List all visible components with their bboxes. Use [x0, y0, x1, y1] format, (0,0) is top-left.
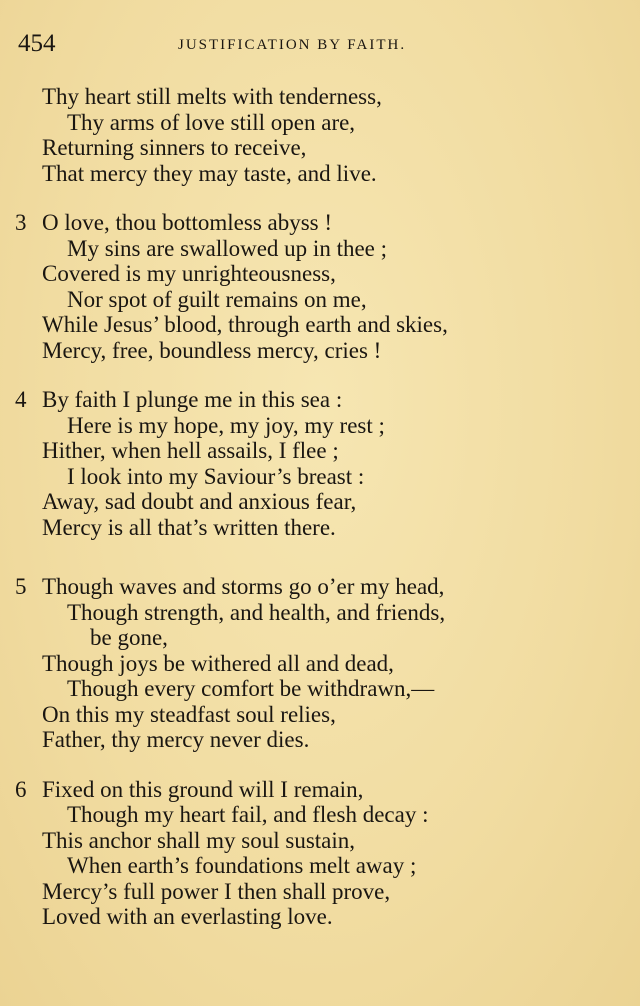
stanza-continuation	[0, 84, 640, 186]
stanza-5	[0, 574, 640, 753]
verse-line: Fixed on this ground will I remain,	[42, 776, 364, 802]
stanza-6	[0, 777, 640, 930]
verse-line: Returning sinners to receive,	[42, 135, 307, 160]
stanza-3	[0, 210, 640, 363]
verse-line: Here is my hope, my joy, my rest ;	[67, 412, 385, 438]
verse-line: Covered is my unrighteousness,	[42, 261, 336, 286]
verse-line: By faith I plunge me in this sea :	[42, 387, 343, 412]
stanza-4	[0, 387, 640, 540]
verse-line: Though strength, and health, and friends,	[67, 599, 446, 625]
page-header	[18, 30, 622, 60]
verse-line: Though waves and storms go o’er my head,	[42, 574, 445, 599]
verse-line: While Jesus’ blood, through earth and skies,	[42, 312, 448, 337]
running-head: JUSTIFICATION BY FAITH.	[178, 37, 407, 53]
verse-line: Father, thy mercy never dies.	[42, 727, 310, 752]
hymn-text	[0, 84, 640, 954]
verse-line: This anchor shall my soul sustain,	[42, 827, 356, 853]
verse-line: I look into my Saviour’s breast :	[67, 463, 365, 489]
verse-line: Mercy is all that’s written there.	[42, 514, 336, 540]
verse-line: My sins are swallowed up in thee ;	[67, 235, 388, 261]
stanza-number: 3	[15, 210, 27, 235]
stanza-number: 4	[15, 387, 27, 412]
verse-line: Though every comfort be withdrawn,—	[67, 676, 435, 701]
page-number: 454	[18, 30, 56, 57]
verse-line: Though joys be withered all and dead,	[42, 650, 394, 676]
verse-line: Thy heart still melts with tenderness,	[42, 84, 382, 109]
verse-line: Hither, when hell assails, I flee ;	[42, 438, 339, 463]
verse-line: That mercy they may taste, and live.	[42, 160, 377, 186]
verse-line: On this my steadfast soul relies,	[42, 701, 336, 727]
verse-line: Away, sad doubt and anxious fear,	[42, 489, 357, 514]
verse-line: Loved with an everlasting love.	[42, 904, 333, 929]
verse-line: When earth’s foundations melt away ;	[67, 853, 417, 878]
verse-line: be gone,	[90, 625, 168, 650]
verse-line: O love, thou bottomless abyss !	[42, 210, 333, 235]
stanza-number: 5	[15, 574, 27, 599]
stanza-number: 6	[15, 776, 27, 802]
verse-line: Mercy, free, boundless mercy, cries !	[42, 337, 382, 363]
verse-line: Though my heart fail, and flesh decay :	[67, 802, 429, 827]
verse-line: Thy arms of love still open are,	[67, 109, 356, 135]
verse-line: Nor spot of guilt remains on me,	[67, 286, 367, 312]
verse-line: Mercy’s full power I then shall prove,	[42, 878, 391, 904]
